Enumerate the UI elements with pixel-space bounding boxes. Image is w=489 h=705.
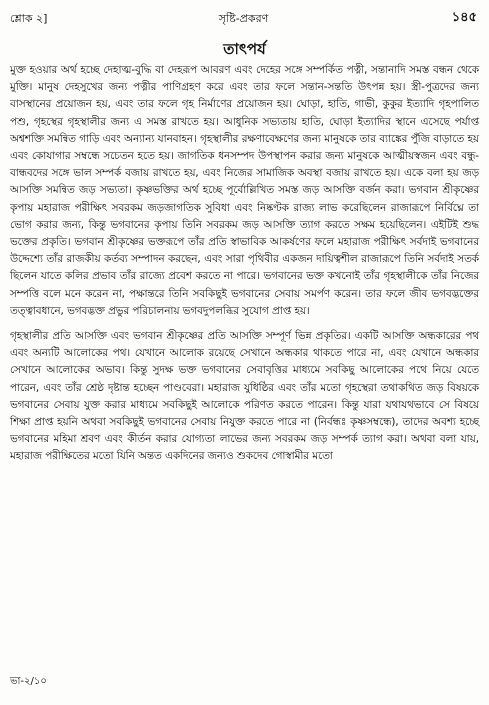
body-text: [10, 62, 479, 466]
section-title: তাৎপর্য: [223, 40, 266, 58]
paragraph: মুক্ত হওয়ার অর্থ হচ্ছে দেহাত্ম-বুদ্ধি বা দেহরূপ আবরণ এবং দেহের সঙ্গে সম্পর্কিত পত্নী, সন্তানাদি সমস্ত বন্ধন থেকে মুক্তি। মানুষ দেহসুখের জন্য পত্নীর পাণিগ্রহণ করে এবং তার ফলে সন্তান-সন্ততি উৎপন্ন হয়। স্ত্রী-পুত্রদের জন্য বাসস্থানের প্রয়োজন হয়, এবং তার ফলে গৃহ নির্মাণের প্রয়োজন হয়। ঘোড়া, হাতি, গাভী, কুকুর ইত্যাদি গৃহপালিত পশু, গৃহস্থের গৃহস্থালীর জন্য এ সমস্ত রাখতে হয়। আধুনিক সভ্যতায় হাতি, ঘোড়া ইত্যাদির স্থানে এসেছে পর্যাপ্ত অশ্বশক্তি সমন্বিত গাড়ি এবং অন্যান্য যানবাহন। গৃহস্থালীর রক্ষণাবেক্ষণের জন্য মানুষকে তার ব্যাঙ্কের পুঁজি বাড়াতে হয় এবং কোযাগার সম্বন্ধে সচেতন হতে হয়। জাগতিক ধনসম্পদ উপস্থাপন করার জন্য মানুষকে আত্মীয়স্বজন এবং বন্ধু-বান্ধবদের সঙ্গে ভাল সম্পর্ক বজায় রাখতে হয়, এবং নিজের সামাজিক অবস্থা বজায় রাখতে হয়। একে বলা হয় জড় আসক্তি সমন্বিত জড় সভ্যতা। কৃষ্ণভক্তির অর্থ হচ্ছে পূর্বোল্লিখিত সমস্ত জড় আসক্তি বর্জন করা। ভগবান শ্রীকৃষ্ণের কৃপায় মহারাজ পরীক্ষিৎ সবরকম জড়জাগতিক সুবিধা এবং নিষ্কণ্টক রাজ্য লাভ করেছিলেন রাজারূপে নির্বিঘ্নে তা ভোগ করার জন্য, কিন্তু ভগবানের কৃপায় তিনি সবরকম জড় আসক্তি ত্যাগ করতে সক্ষম হয়েছিলেন। এইটিই শুদ্ধ ভক্তের প্রকৃতি। ভগবান শ্রীকৃষ্ণের ভক্তরূপে তাঁর প্রতি স্বাভাবিক আকর্ষণের ফলে মহারাজ পরীক্ষিৎ সর্বদাই ভগবানের উদ্দেশ্যে তাঁর রাজকীয় কর্তব্য সম্পাদন করছেন, এবং সারা পৃথিবীর একজন দায়িত্বশীল রাজারূপে তিনি সর্বদাই সতর্ক ছিলেন যাতে কলির প্রভাব তাঁর রাজ্যে প্রবেশ করতে না পারে। ভগবানের ভক্ত কখনোই তাঁর গৃহস্থালীকে তাঁর নিজের সম্পত্তি বলে মনে করেন না, পক্ষান্তরে তিনি সবকিছুই ভগবানের সেবায় সমর্পণ করেন। তার ফলে জীব ভগবদ্ভক্তের তত্ত্বাবধানে, ভগবদ্ভক্ত প্রভুর পরিচালনায় ভগবদুপলব্ধির সুযোগ প্রাপ্ত হয়।: [10, 64, 479, 317]
signature-mark: ভা-২/১০: [10, 676, 47, 687]
verse-reference: শ্লোক ২]: [10, 12, 48, 25]
page-number: ১৪৫: [451, 10, 477, 25]
page-header: [10, 8, 477, 28]
chapter-title: সৃষ্টি-প্রকরণ: [218, 12, 269, 25]
paragraph: গৃহস্থালীর প্রতি আসক্তি এবং ভগবান শ্রীকৃষ্ণের প্রতি আসক্তি সম্পূর্ণ ভিন্ন প্রকৃতির। একটি আসক্তি অন্ধকারের পথ এবং অন্যটি আলোকের পথ। যেখানে আলোক রয়েছে সেখানে অন্ধকার থাকতে পারে না, এবং যেখানে অন্ধকার সেখানে আলোকের অভাব। কিন্তু সুদক্ষ ভক্ত ভগবানের সেবাবৃত্তির মাধ্যমে সবকিছু আলোকের পথে নিয়ে যেতে পারেন, এবং তাঁর শ্রেষ্ঠ দৃষ্টান্ত হচ্ছেন পাণ্ডবেরা। মহারাজ যুধিষ্ঠির এবং তাঁর মতো গৃহস্থেরা তথাকথিত জড় বিষয়কে ভগবানের সেবায় যুক্ত করার মাধ্যমে সবকিছুই আলোকে পরিণত করতে পারেন। কিন্তু যারা যথাযথভাবে সে বিষয়ে শিক্ষা প্রাপ্ত হয়নি অথবা সবকিছুই ভগবানের সেবায় নিযুক্ত করতে পারে না (নির্বন্ধঃ কৃষ্ণসম্বন্ধে), তাদের অবশ্য হচ্ছে ভগবানের মহিমা শ্রবণ এবং কীর্তন করার যোগ্যতা লাভের জন্য সবরকম জড় সম্পর্ক ত্যাগ করা। অথবা বলা যায়, মহারাজ পরীক্ষিতের মতো যিনি অন্তত একদিনের জন্যও শুকদেব গোস্বামীর মতো: [10, 330, 479, 463]
